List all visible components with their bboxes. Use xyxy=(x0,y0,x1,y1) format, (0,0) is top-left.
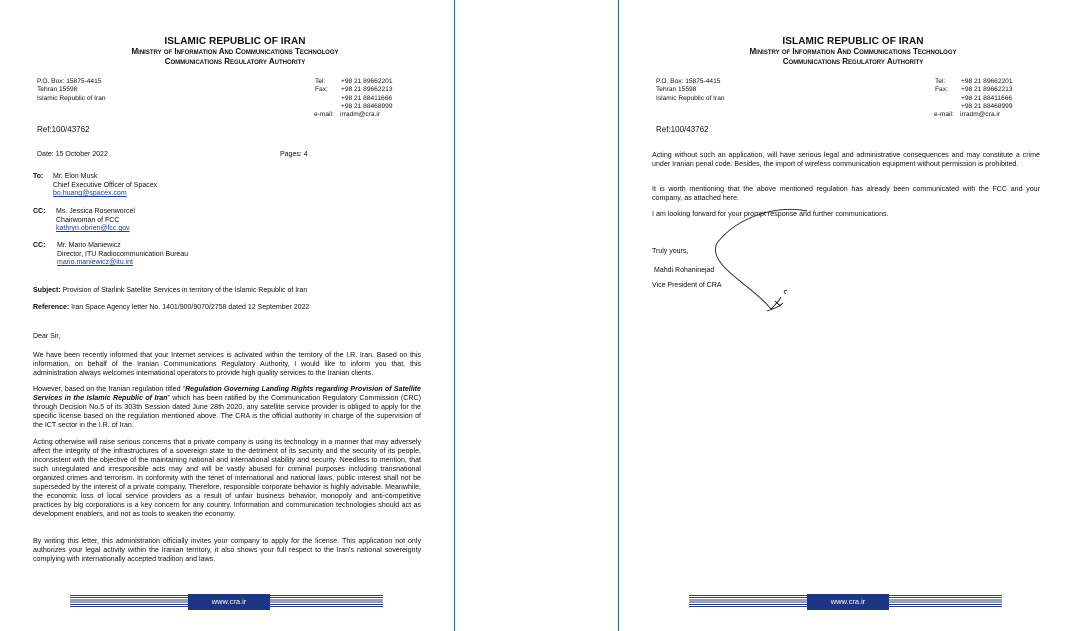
page-gap xyxy=(455,0,617,631)
cc-block-1 xyxy=(56,208,135,234)
cc-block-2 xyxy=(57,242,188,268)
body-paragraph-2 xyxy=(33,385,421,430)
fax-label: Fax: xyxy=(315,86,328,94)
date-label: Date: xyxy=(37,151,54,158)
letterhead-country: ISLAMIC REPUBLIC OF IRAN xyxy=(782,36,924,47)
reference-number: Ref:100/43762 xyxy=(656,125,709,134)
letterhead-contact xyxy=(935,78,1013,119)
letterhead-ministry: Ministry of Information And Communications Technology xyxy=(749,47,957,56)
letterhead-contact xyxy=(315,78,393,119)
tel-label: Tel: xyxy=(315,78,326,85)
to-label: To: xyxy=(33,173,44,180)
address-line: P.O. Box: 15875-4415 xyxy=(656,78,721,85)
letterhead-authority: Communications Regulatory Authority xyxy=(782,57,924,66)
letterhead-ministry: Ministry of Information And Communications Technology xyxy=(131,47,339,56)
regulation-title: Regulation Governing Landing Rights regarding Provision of Satellite Services in the Islamic Republic of Iran xyxy=(33,385,421,402)
address-line: Islamic Republic of Iran xyxy=(37,94,106,102)
date-value: 15 October 2022 xyxy=(55,151,108,158)
recipient-email-link[interactable]: bo.huang@spacex.com xyxy=(53,190,127,198)
body-paragraph-7: I am looking forward for your prompt response and further communications. xyxy=(652,210,889,218)
salutation: Dear Sir, xyxy=(33,333,61,340)
cc-title: Director, ITU Radiocommunication Bureau xyxy=(57,250,189,258)
signature xyxy=(709,205,809,317)
fax-number: +98 21 89662213 xyxy=(961,86,1013,94)
letterhead-header xyxy=(60,37,410,67)
fax-label: Fax: xyxy=(935,86,948,94)
cc-label: CC: xyxy=(33,242,46,249)
cc-email-link[interactable]: mario.maniewicz@itu.int xyxy=(57,259,133,267)
letter-date xyxy=(37,151,108,160)
address-line: P.O. Box: 15875-4415 xyxy=(37,78,102,85)
page-footer xyxy=(689,594,1002,610)
reference-number: Ref:100/43762 xyxy=(37,125,90,134)
letterhead-address xyxy=(37,78,106,103)
reference-text: Iran Space Agency letter No. 1401/900/9070/2758 dated 12 September 2022 xyxy=(71,304,310,311)
body-paragraph-6: It is worth mentioning that the above mentioned regulation has already been communicated with the FCC and your company, as attached here. xyxy=(652,185,1040,202)
signer-title: Vice President of CRA xyxy=(652,282,722,289)
fax-number: +98 21 88411666 xyxy=(961,94,1013,102)
paragraph-text: However, based on the Iranian regulation titled “ xyxy=(33,385,186,393)
page-count: Pages: 4 xyxy=(280,151,308,158)
email-address: irradm@cra.ir xyxy=(340,111,381,119)
body-paragraph-4: By writing this letter, this administration officially invites your company to apply for the license. This application not only authorizes your legal activity within the Iranian territory, it also shows your full respect to the Iran’s national sovereignty complying with internationally accepted tradition and laws. xyxy=(33,537,421,563)
cc-label: CC: xyxy=(33,208,46,215)
body-paragraph-3: Acting otherwise will raise serious concerns that a private company is using its technology in a manner that may adversely affect the integrity of the infrastructures of a sovereign state to the detriment of its security and the security of its people, inconsistent with the objective of the maintaining national and international stability and security. Needless to mention, that such unregulated and irresponsible acts may and will be vastly abused for criminal purposes including transnational organized crimes and terrorism. In conformity with the tenet of international and national laws, public interest shall not be superseded by the interest of a private company. Therefore, responsible corporate behavior is highly advisable. Meanwhile, the economic loss of local service providers as a result of unfair business behavior, monopoly and anti-competitive practices by big corporations is a key concern for any country. Information and communication technologies should act as development enablers, and not as tools to weaken the economy. xyxy=(33,438,421,518)
letter-page-2 xyxy=(618,0,1066,631)
recipient-title: Chief Executive Officer of Spacex xyxy=(53,181,158,189)
body-paragraph-5: Acting without such an application, will have serious legal and administrative consequences and may constitute a crime under Iranian penal code. Besides, the import of wireless communication equipment without permission is prohibited. xyxy=(652,151,1040,168)
fax-number: +98 21 88411666 xyxy=(341,94,393,102)
letter-page-1 xyxy=(0,0,455,631)
page-footer xyxy=(70,594,383,610)
fax-number: +98 21 88468999 xyxy=(961,102,1013,110)
fax-number: +98 21 88468999 xyxy=(341,102,393,110)
subject-text: Provision of Starlink Satellite Services in territory of the Islamic Republic of Iran xyxy=(62,287,308,294)
letterhead-authority: Communications Regulatory Authority xyxy=(164,57,306,66)
address-line: Tehran 15598 xyxy=(37,86,78,94)
cc-name: Mr. Mario Maniewicz xyxy=(57,242,121,249)
letterhead-country: ISLAMIC REPUBLIC OF IRAN xyxy=(164,36,306,47)
cc-email-link[interactable]: kathryn.obrien@fcc.gov xyxy=(56,225,130,233)
subject-line xyxy=(33,287,307,296)
tel-number: +98 21 89662201 xyxy=(341,78,393,85)
paragraph-text: ” which has been ratified by the Communication Regulatory Commission (CRC) through Decision No.5 of its 303th Session dated June 28th 2020, any satellite service provider is obliged to apply for the specific license based on the regulation mentioned above. The CRA is the official authority in charge of the supervision of the ICT sector in the I.R. of Iran. xyxy=(33,393,421,429)
address-line: Tehran 15598 xyxy=(656,86,697,94)
fax-number: +98 21 89662213 xyxy=(341,86,393,94)
closing: Truly yours, xyxy=(652,248,689,255)
footer-website-link[interactable]: www.cra.ir xyxy=(188,594,270,610)
body-paragraph-1: We have been recently informed that your Internet services is activated within the territory of the I.R. Iran. Based on this information, on behalf of the Iranian Communications Regulatory Authority, I would like to inform you that, this administration always welcomes international operators to provide high quality services to the Iranian clients. xyxy=(33,351,421,377)
email-label: e-mail: xyxy=(314,111,334,119)
letterhead-address xyxy=(656,78,725,103)
tel-label: Tel: xyxy=(935,78,946,85)
cc-name: Ms. Jessica Rosenworcel xyxy=(56,208,135,215)
subject-label: Subject: xyxy=(33,287,61,294)
tel-number: +98 21 89662201 xyxy=(961,78,1013,85)
address-line: Islamic Republic of Iran xyxy=(656,94,725,102)
footer-website-link[interactable]: www.cra.ir xyxy=(807,594,889,610)
signer-name: Mahdi Rohaninejad xyxy=(654,267,715,274)
email-address: irradm@cra.ir xyxy=(960,111,1001,119)
reference-line xyxy=(33,304,309,313)
recipient-name: Mr. Elon Musk xyxy=(53,173,98,180)
email-label: e-mail: xyxy=(934,111,954,119)
letterhead-header xyxy=(678,37,1028,67)
cc-title: Chairwoman of FCC xyxy=(56,216,120,224)
reference-label: Reference: xyxy=(33,304,70,311)
recipient-block xyxy=(53,173,157,199)
